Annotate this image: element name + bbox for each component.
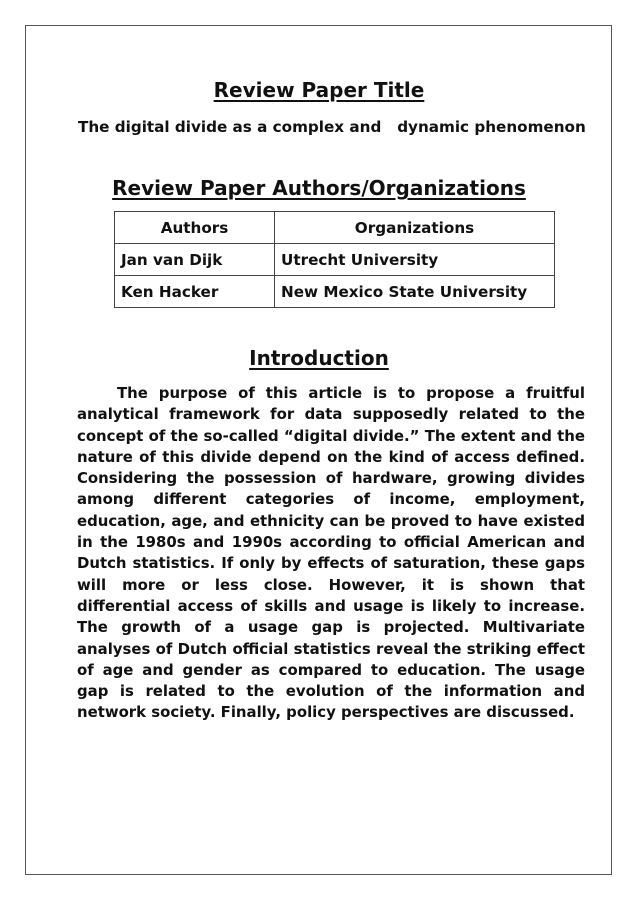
- review-paper-title-heading: Review Paper Title: [213, 78, 425, 102]
- introduction-paragraph: The purpose of this article is to propose a fruitful analytical framework for data supposedly related to the concept of the so-called “digital divide.” The extent and the nature of this divide depend on the kind of access defined. Considering the possession of hardware, growing divides among different categories of income, employment, education, age, and ethnicity can be proved to have existed in the 1980s and 1990s according to official American and Dutch statistics. If only by effects of saturation, these gaps will more or less close. However, it is shown that differential access of skills and usage is likely to increase. The growth of a usage gap is projected. Multivariate analyses of Dutch official statistics reveal the striking effect of age and gender as compared to education. The usage gap is related to the evolution of the information and network society. Finally, policy perspectives are discussed.: [77, 384, 585, 722]
- authors-table: [114, 211, 555, 308]
- organization-cell: New Mexico State University: [275, 276, 555, 308]
- authors-organizations-heading: Review Paper Authors/Organizations: [112, 176, 526, 200]
- table-row: [115, 244, 555, 276]
- author-name-cell: Jan van Dijk: [115, 244, 275, 276]
- table-row: [115, 276, 555, 308]
- table-header-row: [115, 212, 555, 244]
- author-name-cell: Ken Hacker: [115, 276, 275, 308]
- review-paper-title: The digital divide as a complex and dynamic phenomenon: [78, 118, 586, 136]
- organization-cell: Utrecht University: [275, 244, 555, 276]
- authors-column-header: Authors: [115, 212, 275, 244]
- organizations-column-header: Organizations: [275, 212, 555, 244]
- introduction-heading: Introduction: [249, 346, 389, 370]
